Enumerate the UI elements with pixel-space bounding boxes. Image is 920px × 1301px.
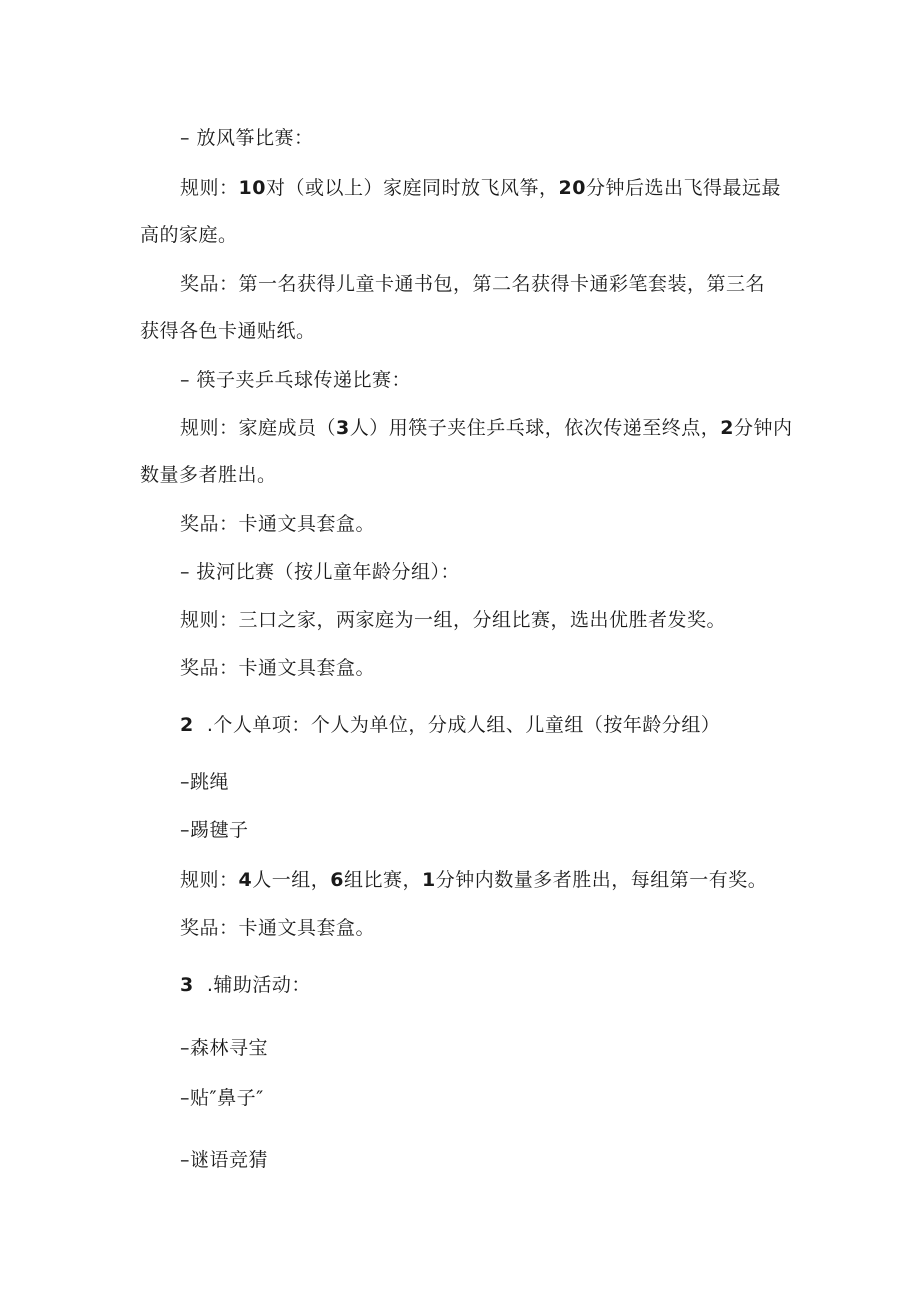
list-item-shuttlecock: –踢毽子 — [180, 819, 249, 841]
list-item-treasure-hunt: –森林寻宝 — [180, 1037, 269, 1059]
individual-rule-number-minutes: 1 — [422, 869, 436, 891]
tug-of-war-rule: 规则：三口之家，两家庭为一组，分组比赛，选出优胜者发奖。 — [180, 609, 727, 631]
heading-number-2: 2 — [180, 714, 194, 736]
heading-individual-events — [180, 713, 720, 737]
chopsticks-rule-line-1 — [180, 416, 793, 440]
kite-rule-text-2: 分钟后选出飞得最远最 — [585, 177, 781, 199]
individual-prize: 奖品：卡通文具套盒。 — [180, 917, 376, 939]
section-title-kite: – 放风筝比赛： — [180, 127, 314, 149]
kite-rule-text-1: 对（或以上）家庭同时放飞风筝， — [265, 177, 559, 199]
chopsticks-rule-text-1: 规则：家庭成员（ — [180, 417, 337, 439]
chopsticks-rule-number-minutes: 2 — [720, 417, 734, 439]
heading-number-3: 3 — [180, 974, 194, 996]
individual-rule-text-3: 分钟内数量多者胜出，每组第一有奖。 — [435, 869, 768, 891]
heading-auxiliary-text: .辅助活动： — [206, 974, 311, 996]
chopsticks-rule-line-2: 数量多者胜出。 — [140, 464, 277, 486]
individual-rule-text-2: 组比赛， — [344, 869, 423, 891]
kite-rule-line-2: 高的家庭。 — [140, 224, 238, 246]
kite-rule-label: 规则： — [180, 177, 239, 199]
list-item-pin-the-nose: –贴″鼻子″ — [180, 1087, 264, 1109]
section-title-tug-of-war: – 拔河比赛（按儿童年龄分组）： — [180, 561, 461, 583]
list-item-riddles: –谜语竞猜 — [180, 1149, 269, 1171]
individual-rule-number-groups: 6 — [330, 869, 344, 891]
kite-prize-line-2: 获得各色卡通贴纸。 — [140, 320, 316, 342]
section-title-chopsticks: – 筷子夹乒乓球传递比赛： — [180, 369, 412, 391]
individual-rule-label: 规则： — [180, 869, 239, 891]
list-item-jump-rope: –跳绳 — [180, 771, 230, 793]
tug-of-war-prize: 奖品：卡通文具套盒。 — [180, 657, 376, 679]
kite-prize-line-1: 奖品：第一名获得儿童卡通书包，第二名获得卡通彩笔套装，第三名 — [180, 273, 766, 295]
kite-rule-number-families: 10 — [238, 177, 266, 199]
heading-auxiliary-activities — [180, 973, 311, 997]
individual-rule-number-people: 4 — [238, 869, 253, 891]
chopsticks-rule-number-members: 3 — [336, 417, 350, 439]
kite-rule-line-1 — [180, 176, 781, 200]
chopsticks-rule-text-3: 分钟内 — [734, 417, 793, 439]
heading-individual-text: .个人单项：个人为单位，分成人组、儿童组（按年龄分组） — [206, 714, 721, 736]
chopsticks-rule-text-2: 人）用筷子夹住乒乓球，依次传递至终点， — [349, 417, 721, 439]
kite-rule-number-minutes: 20 — [558, 177, 586, 199]
individual-rule — [180, 868, 767, 892]
individual-rule-text-1: 人一组， — [252, 869, 331, 891]
chopsticks-prize: 奖品：卡通文具套盒。 — [180, 513, 376, 535]
